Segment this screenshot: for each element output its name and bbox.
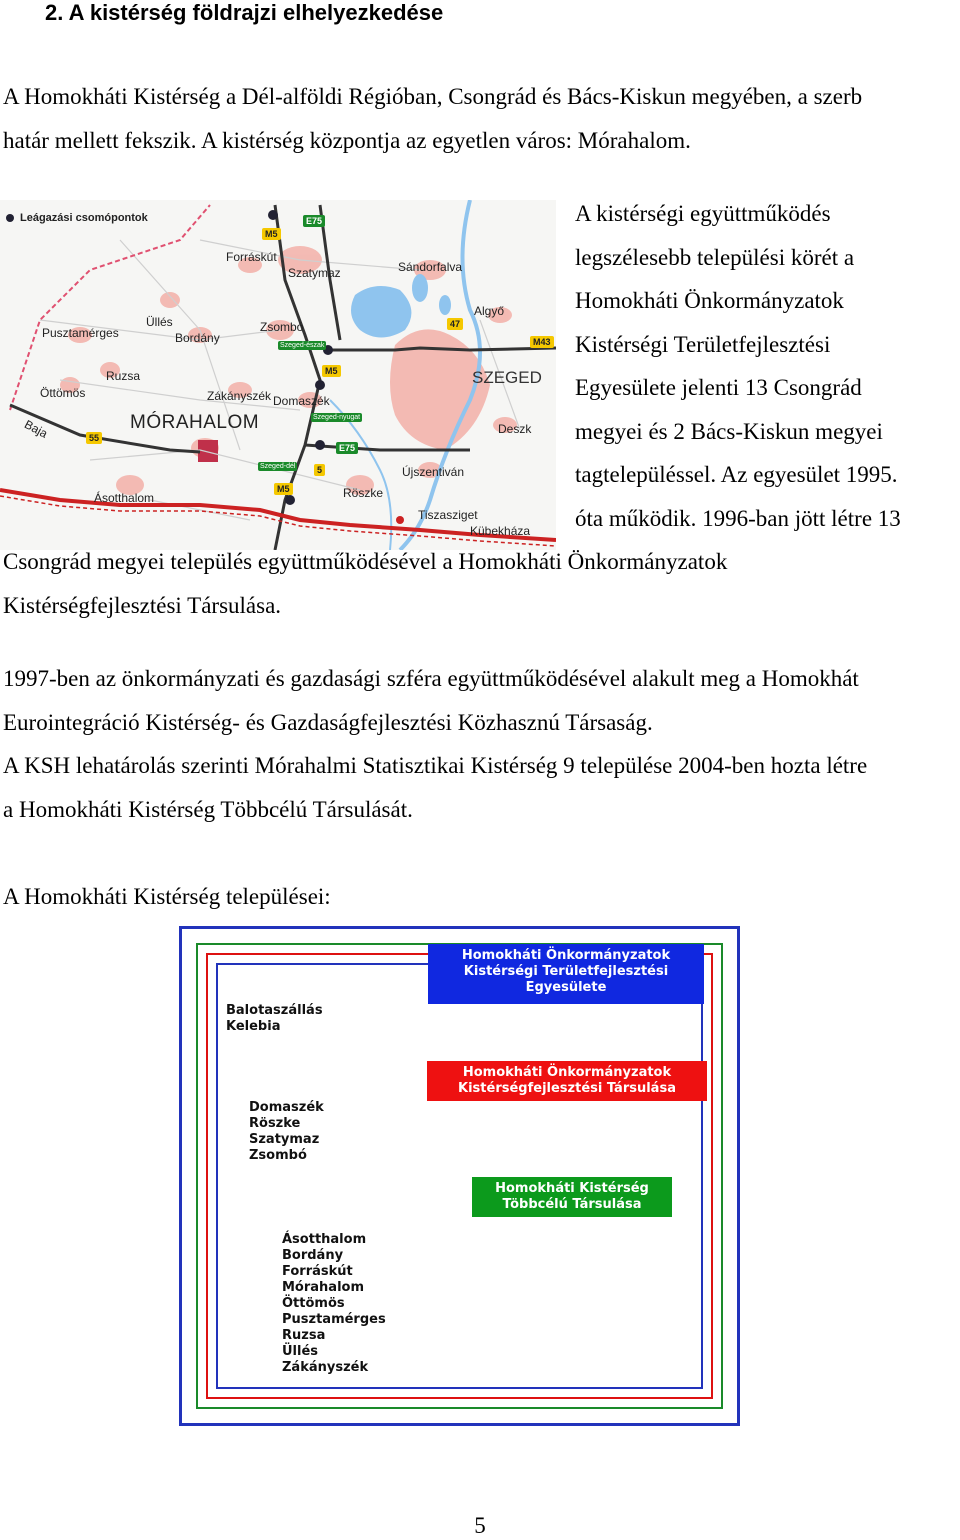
text-line: Csongrád megyei település együttműködésével a Homokháti Önkormányzatok	[3, 549, 728, 574]
member-name: Zákányszék	[282, 1360, 369, 1375]
map-place: Sándorfalva	[398, 260, 463, 274]
member-name: Öttömös	[282, 1296, 345, 1311]
road-sign: 47	[447, 318, 463, 330]
box-line: Homokháti Önkormányzatok	[461, 948, 671, 963]
member-name: Pusztamérges	[282, 1312, 386, 1327]
map-place: Röszke	[343, 486, 384, 500]
text-line: A Homokháti Kistérség települései:	[3, 884, 331, 909]
member-name: Domaszék	[249, 1100, 324, 1115]
member-name: Ruzsa	[282, 1328, 326, 1343]
text-line: Kistérségi Területfejlesztési	[575, 331, 831, 357]
text-line: megyei és 2 Bács-Kiskun megyei	[575, 418, 883, 444]
member-group-2	[249, 1100, 324, 1164]
road-sign: M43	[530, 336, 554, 348]
road-sign: M5	[274, 483, 293, 495]
map-place: Baja	[22, 417, 50, 441]
map-place: Algyő	[474, 304, 505, 318]
road-sign: E75	[336, 442, 358, 454]
text-line: óta működik. 1996-ban jött létre 13	[575, 505, 901, 531]
map-place: Zákányszék	[207, 389, 272, 403]
wrap-text-tail	[3, 540, 727, 627]
box-line: Kistérségi Területfejlesztési	[463, 964, 669, 979]
text-line: Egyesülete jelenti 13 Csongrád	[575, 375, 862, 400]
text-line: 1997-ben az önkormányzati és gazdasági szféra együttműködésével alakult meg a Homokhát	[3, 666, 859, 691]
association-box	[428, 944, 704, 1004]
box-line: Egyesülete	[525, 980, 607, 995]
map-place: Kübekháza	[470, 524, 531, 538]
road-sign: 55	[86, 432, 102, 444]
map-label-main-town: MÓRAHALOM	[130, 412, 260, 433]
organization-diagram	[179, 926, 740, 1426]
multipurpose-partnership-box	[472, 1177, 672, 1217]
junction-sign: Szeged-észak	[280, 342, 325, 349]
member-name: Balotaszállás	[226, 1003, 323, 1018]
text-line: a Homokháti Kistérség Többcélú Társulását.	[3, 796, 413, 822]
region-map	[0, 200, 556, 550]
text-line: A Homokháti Kistérség a Dél-alföldi Régióban, Csongrád és Bács-Kiskun megyében, a szerb	[3, 84, 863, 109]
member-group-3	[282, 1232, 386, 1376]
map-place: Szatymaz	[288, 266, 341, 280]
text-line: A KSH lehatárolás szerinti Mórahalmi Statisztikai Kistérség 9 települése 2004-ben hozta létre	[3, 753, 868, 778]
map-place: Üllés	[146, 315, 173, 329]
member-name: Ásotthalom	[282, 1232, 367, 1247]
text-line: A kistérségi együttműködés	[575, 201, 831, 226]
intro-paragraph	[3, 75, 862, 162]
settlements-heading	[3, 875, 331, 919]
text-line: határ mellett fekszik. A kistérség központja az egyetlen város: Mórahalom.	[3, 127, 691, 153]
second-paragraph	[3, 657, 867, 831]
member-name: Kelebia	[226, 1019, 281, 1034]
box-line: Homokháti Kistérség	[495, 1181, 649, 1196]
map-label-city: SZEGED	[472, 368, 542, 387]
text-line: legszélesebb települési körét a	[575, 244, 855, 270]
text-line: Eurointegráció Kistérség- és Gazdaságfejlesztési Közhasznú Társaság.	[3, 709, 653, 735]
map-place: Öttömös	[40, 386, 86, 400]
map-place: Deszk	[498, 422, 532, 436]
road-sign: M5	[322, 365, 341, 377]
box-line: Többcélú Társulása	[502, 1197, 642, 1212]
map-place: Ásotthalom	[94, 491, 155, 505]
section-heading: 2. A kistérség földrajzi elhelyezkedése	[45, 0, 444, 25]
road-sign: E75	[303, 215, 325, 227]
map-place: Ruzsa	[106, 369, 141, 383]
map-place: Pusztamérges	[42, 326, 119, 340]
member-group-1	[226, 1003, 323, 1035]
member-name: Mórahalom	[282, 1280, 365, 1295]
map-place: Forráskút	[226, 250, 277, 264]
member-name: Röszke	[249, 1116, 301, 1131]
map-place: Domaszék	[273, 394, 330, 408]
map-legend: Leágazási csomópontok	[20, 212, 148, 224]
member-name: Forráskút	[282, 1264, 353, 1279]
road-sign: 5	[314, 464, 325, 476]
map-place: Zsombó	[260, 320, 304, 334]
text-line: Kistérségfejlesztési Társulása.	[3, 592, 282, 618]
partnership-box	[427, 1061, 707, 1101]
text-line: Homokháti Önkormányzatok	[575, 288, 844, 313]
road-sign: M5	[262, 228, 281, 240]
text-line: tagtelepüléssel. Az egyesület 1995.	[575, 462, 898, 487]
box-line: Homokháti Önkormányzatok	[462, 1065, 672, 1080]
member-name: Szatymaz	[249, 1132, 320, 1147]
map-place: Bordány	[175, 331, 220, 345]
junction-sign: Szeged-dél	[260, 463, 296, 470]
map-place: Újszentiván	[402, 465, 465, 479]
member-name: Üllés	[282, 1344, 319, 1359]
page-number: 5	[474, 1513, 486, 1538]
member-name: Zsombó	[249, 1148, 307, 1163]
box-line: Kistérségfejlesztési Társulása	[458, 1081, 676, 1096]
wrap-text-column	[575, 192, 901, 540]
member-name: Bordány	[282, 1248, 344, 1263]
junction-sign: Szeged-nyugat	[313, 414, 361, 421]
map-place: Tiszasziget	[418, 508, 478, 522]
